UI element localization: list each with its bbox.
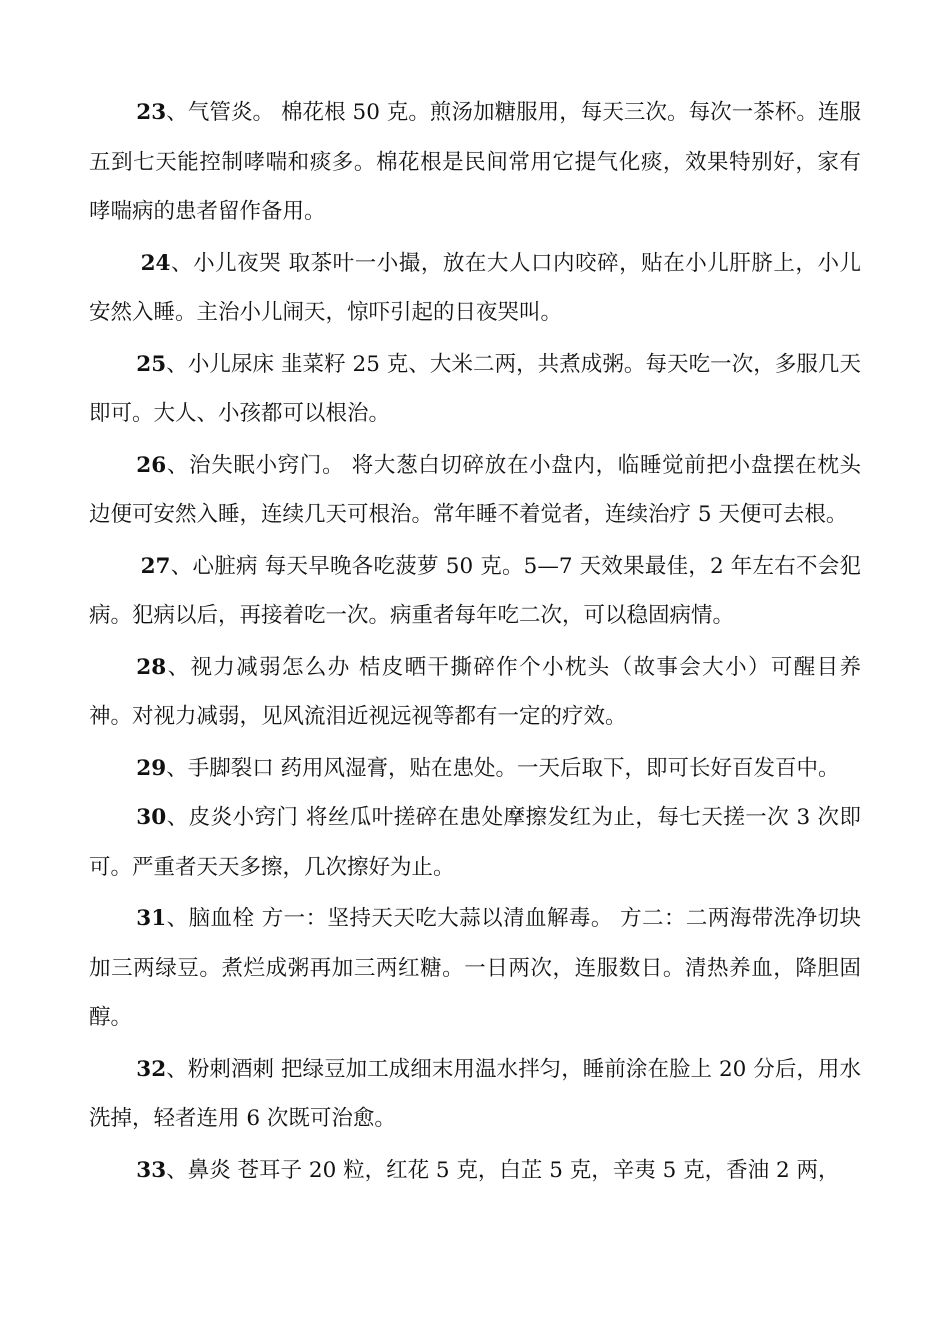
entry-text: 、粉刺酒刺 把绿豆加工成细末用温水拌匀，睡前涂在脸上 20 分后，用水洗掉，轻者连用 6 次既可治愈。 (89, 1056, 861, 1131)
entry-number: 30 (136, 805, 167, 830)
entry-28 (89, 643, 861, 742)
entry-text: 、皮炎小窍门 将丝瓜叶搓碎在患处摩擦发红为止，每七天搓一次 3 次即可。严重者天天多擦，几次擦好为止。 (89, 805, 861, 880)
entry-text: 、小儿夜哭 取茶叶一小撮，放在大人口内咬碎，贴在小儿肝脐上，小儿安然入睡。主治小儿闹天，惊吓引起的日夜哭叫。 (89, 250, 861, 325)
entry-26 (89, 441, 861, 540)
entry-text: 、视力减弱怎么办 桔皮晒干撕碎作个小枕头（故事会大小）可醒目养神。对视力减弱，见风流泪近视远视等都有一定的疗效。 (89, 654, 861, 729)
entry-number: 24 (140, 250, 171, 276)
entry-text: 、治失眠小窍门。 将大葱白切碎放在小盘内，临睡觉前把小盘摆在枕头边便可安然入睡，连续几天可根治。常年睡不着觉者，连续治疗 5 天便可去根。 (89, 452, 861, 527)
entry-number: 33 (136, 1157, 167, 1183)
entry-number: 28 (136, 654, 167, 680)
entry-31 (89, 894, 861, 1043)
entry-30 (89, 793, 861, 892)
entry-24 (89, 239, 861, 338)
entry-27 (89, 542, 861, 641)
entry-number: 25 (136, 351, 167, 377)
document-page (89, 88, 861, 1195)
entry-29 (89, 744, 861, 794)
entry-text: 、鼻炎 苍耳子 20 粒，红花 5 克，白芷 5 克，辛夷 5 克，香油 2 两， (166, 1157, 840, 1183)
entry-text: 、手脚裂口 药用风湿膏，贴在患处。一天后取下，即可长好百发百中。 (166, 755, 840, 781)
entry-text: 、心脏病 每天早晚各吃菠萝 50 克。5—7 天效果最佳，2 年左右不会犯病。犯病以后，再接着吃一次。病重者每年吃二次，可以稳固病情。 (89, 553, 861, 628)
entry-number: 31 (136, 906, 167, 931)
entry-32 (89, 1045, 861, 1144)
entry-number: 27 (140, 553, 171, 579)
entry-number: 29 (136, 755, 167, 781)
entry-text: 、脑血栓 方一：坚持天天吃大蒜以清血解毒。 方二：二两海带洗净切块加三两绿豆。煮烂成粥再加三两红糖。一日两次，连服数日。清热养血，降胆固醇。 (89, 906, 861, 1030)
entry-number: 26 (136, 452, 167, 478)
entry-23 (89, 88, 861, 237)
entry-number: 23 (136, 100, 167, 125)
entry-number: 32 (136, 1056, 167, 1082)
entry-25 (89, 340, 861, 439)
entry-text: 、气管炎。 棉花根 50 克。煎汤加糖服用，每天三次。每次一茶杯。连服五到七天能控制哮喘和痰多。棉花根是民间常用它提气化痰，效果特别好，家有哮喘病的患者留作备用。 (89, 100, 861, 224)
entry-33 (89, 1146, 861, 1196)
entry-text: 、小儿尿床 韭菜籽 25 克、大米二两，共煮成粥。每天吃一次，多服几天即可。大人、小孩都可以根治。 (89, 351, 861, 426)
